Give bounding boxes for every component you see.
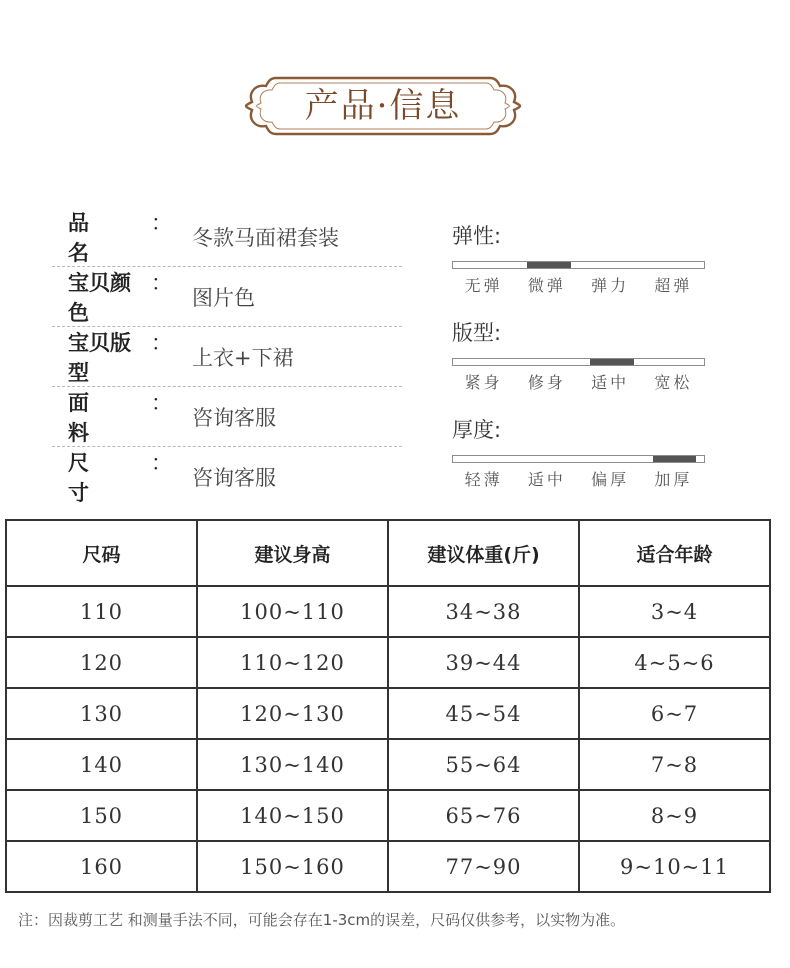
info-colon: ： bbox=[151, 210, 172, 235]
table-cell: 7~8 bbox=[579, 739, 770, 790]
column-header: 建议身高 bbox=[197, 520, 388, 586]
scale-option: 偏厚 bbox=[591, 470, 630, 489]
table-cell: 140 bbox=[6, 739, 197, 790]
column-header: 尺码 bbox=[6, 520, 197, 586]
table-cell: 100~110 bbox=[197, 586, 388, 637]
scale-title: 弹性: bbox=[452, 224, 502, 248]
info-row-size bbox=[52, 447, 402, 507]
scale-option: 弹力 bbox=[591, 276, 630, 295]
info-value: 咨询客服 bbox=[192, 466, 276, 490]
table-cell: 65~76 bbox=[388, 790, 579, 841]
table-row bbox=[6, 739, 770, 790]
scale-labels bbox=[452, 273, 705, 296]
scale-title: 版型: bbox=[452, 321, 502, 345]
table-cell: 39~44 bbox=[388, 637, 579, 688]
size-chart-table bbox=[5, 519, 771, 893]
scale-option: 微弹 bbox=[527, 276, 566, 295]
scale-title: 厚度: bbox=[452, 418, 502, 442]
table-cell: 140~150 bbox=[197, 790, 388, 841]
table-cell: 34~38 bbox=[388, 586, 579, 637]
table-cell: 160 bbox=[6, 841, 197, 892]
scale-option: 轻薄 bbox=[464, 470, 503, 489]
info-colon: ： bbox=[151, 390, 172, 415]
table-cell: 9~10~11 bbox=[579, 841, 770, 892]
info-label-text: 宝贝颜色 bbox=[68, 270, 131, 325]
info-row-color bbox=[52, 267, 402, 327]
table-cell: 110 bbox=[6, 586, 197, 637]
scale-option: 紧身 bbox=[464, 373, 503, 392]
scale-bar bbox=[452, 358, 705, 366]
scale-option: 无弹 bbox=[464, 276, 503, 295]
column-header: 建议体重(斤) bbox=[388, 520, 579, 586]
scale-option: 适中 bbox=[527, 470, 566, 489]
table-row bbox=[6, 790, 770, 841]
table-header-row bbox=[6, 520, 770, 586]
info-label-text: 面 料 bbox=[68, 390, 131, 445]
page-title: 产品·信息 bbox=[304, 86, 462, 126]
info-colon: ： bbox=[151, 451, 172, 475]
table-cell: 8~9 bbox=[579, 790, 770, 841]
measurement-disclaimer: 注：因裁剪工艺 和测量手法不同，可能会存在1-3cm的误差，尺码仅供参考，以实物为准。 bbox=[18, 911, 626, 929]
table-cell: 120 bbox=[6, 637, 197, 688]
info-label-text: 品 名 bbox=[68, 210, 131, 265]
column-header: 适合年龄 bbox=[579, 520, 770, 586]
info-label bbox=[52, 267, 182, 327]
info-label-text: 尺 寸 bbox=[68, 451, 131, 505]
table-cell: 45~54 bbox=[388, 688, 579, 739]
info-colon: ： bbox=[151, 270, 172, 295]
table-cell: 130 bbox=[6, 688, 197, 739]
scale-option: 修身 bbox=[527, 373, 566, 392]
table-cell: 3~4 bbox=[579, 586, 770, 637]
elasticity-scale bbox=[452, 221, 712, 296]
info-label bbox=[52, 447, 182, 507]
table-row bbox=[6, 688, 770, 739]
scale-option: 宽松 bbox=[654, 373, 693, 392]
table-cell: 120~130 bbox=[197, 688, 388, 739]
scale-indicator bbox=[527, 262, 571, 268]
scale-bar bbox=[452, 261, 705, 269]
info-colon: ： bbox=[151, 330, 172, 355]
info-value: 图片色 bbox=[192, 285, 255, 310]
info-value: 咨询客服 bbox=[192, 405, 276, 430]
table-cell: 150 bbox=[6, 790, 197, 841]
scale-labels bbox=[452, 370, 705, 393]
table-cell: 77~90 bbox=[388, 841, 579, 892]
table-cell: 130~140 bbox=[197, 739, 388, 790]
scale-option: 加厚 bbox=[654, 470, 693, 489]
scale-option: 适中 bbox=[591, 373, 630, 392]
info-label-text: 宝贝版型 bbox=[68, 330, 131, 385]
table-row bbox=[6, 841, 770, 892]
table-cell: 150~160 bbox=[197, 841, 388, 892]
info-label bbox=[52, 387, 182, 447]
info-row-name bbox=[52, 207, 402, 267]
info-row-fit bbox=[52, 327, 402, 387]
info-value: 上衣+下裙 bbox=[192, 345, 294, 370]
info-label bbox=[52, 207, 182, 267]
scale-indicator bbox=[653, 456, 697, 462]
fit-scale bbox=[452, 318, 712, 393]
table-row bbox=[6, 637, 770, 688]
product-info-banner bbox=[238, 72, 528, 140]
table-row bbox=[6, 586, 770, 637]
scale-option: 超弹 bbox=[654, 276, 693, 295]
info-label bbox=[52, 327, 182, 387]
table-cell: 4~5~6 bbox=[579, 637, 770, 688]
info-value: 冬款马面裙套装 bbox=[192, 225, 339, 250]
scale-labels bbox=[452, 467, 705, 490]
info-row-fabric bbox=[52, 387, 402, 447]
table-cell: 6~7 bbox=[579, 688, 770, 739]
thickness-scale bbox=[452, 415, 712, 490]
scale-indicator bbox=[590, 359, 634, 365]
table-cell: 55~64 bbox=[388, 739, 579, 790]
product-info-list bbox=[52, 207, 402, 507]
table-cell: 110~120 bbox=[197, 637, 388, 688]
scale-bar bbox=[452, 455, 705, 463]
